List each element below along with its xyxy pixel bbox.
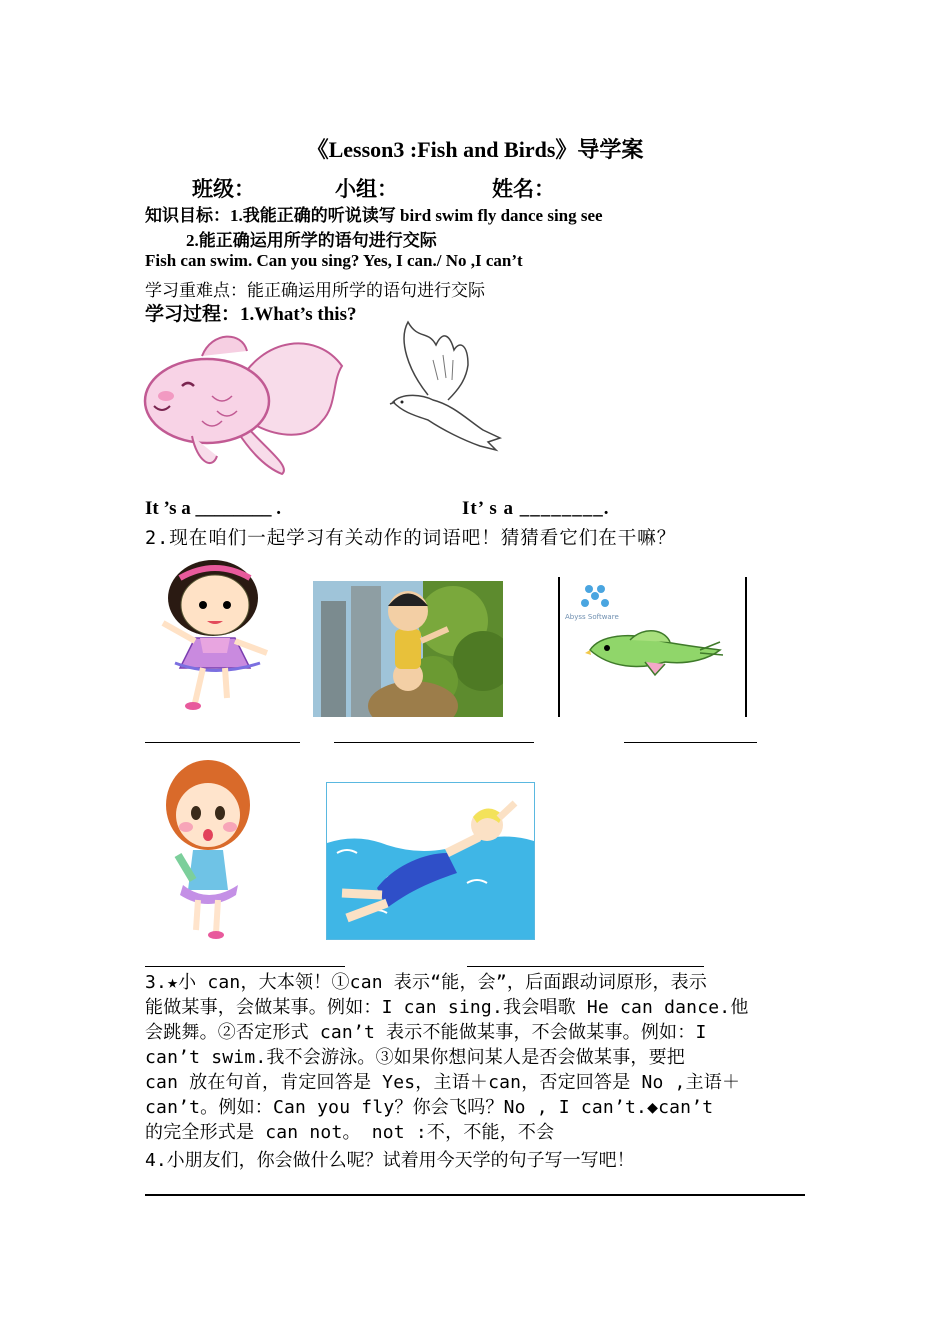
fill-blank-1: It ’s a ________ . xyxy=(145,498,281,519)
document-title: 《Lesson3 :Fish and Birds》导学案 xyxy=(306,137,644,162)
fish-image xyxy=(142,326,352,476)
learning-process: 学习过程：1.What’s this? xyxy=(145,304,357,325)
frame-left-border xyxy=(558,577,560,717)
group-label: 小组： xyxy=(335,177,398,201)
answer-line-see[interactable] xyxy=(334,742,534,743)
can-explanation-line: 会跳舞。②否定形式 can’t 表示不能做某事，不会做某事。例如：I xyxy=(145,1022,707,1043)
writing-answer-line[interactable] xyxy=(145,1194,805,1196)
answer-line-swim[interactable] xyxy=(467,966,704,967)
watermark-text: Abyss Software xyxy=(565,613,619,621)
answer-line-dance[interactable] xyxy=(145,742,300,743)
can-explanation-line: can 放在句首，肯定回答是 Yes，主语＋can，否定回答是 No ,主语＋ xyxy=(145,1072,741,1093)
name-label: 姓名： xyxy=(492,177,555,201)
can-explanation-line: 3.★小 can，大本领！①can 表示“能，会”，后面跟动词原形，表示 xyxy=(145,972,708,993)
question-2: 2.现在咱们一起学习有关动作的词语吧！猜猜看它们在干嘛？ xyxy=(145,528,677,549)
flying-bird-image xyxy=(585,620,725,680)
frame-right-border xyxy=(745,577,747,717)
question-4: 4.小朋友们，你会做什么呢？试着用今天学的句子写一写吧！ xyxy=(145,1150,635,1171)
answer-line-sing[interactable] xyxy=(145,966,345,967)
can-explanation-line: 的完全形式是 can not。 not :不，不能，不会 xyxy=(145,1122,555,1143)
answer-line-fly[interactable] xyxy=(624,742,757,743)
class-label: 班级： xyxy=(192,177,255,201)
target-sentences: Fish can swim. Can you sing? Yes, I can./ No ,I can’t xyxy=(145,251,523,270)
knowledge-goal-2: 2.能正确运用所学的语句进行交际 xyxy=(186,231,437,250)
watermark-logo xyxy=(575,583,615,613)
can-explanation-line: can’t swim.我不会游泳。③如果你想问某人是否会做某事，要把 xyxy=(145,1047,686,1068)
knowledge-goal-1: 知识目标：1.我能正确的听说读写 bird swim fly dance sing see xyxy=(145,206,603,225)
singing-girl-image xyxy=(158,755,258,940)
fill-blank-2: It’ s a ________. xyxy=(462,498,610,519)
can-explanation xyxy=(145,970,805,1145)
can-explanation-line: 能做某事，会做某事。例如：I can sing.我会唱歌 He can dance.他 xyxy=(145,997,749,1018)
key-points: 学习重难点：能正确运用所学的语句进行交际 xyxy=(145,281,485,300)
can-explanation-line: can’t。例如：Can you fly？你会飞吗？No , I can’t.◆can’t xyxy=(145,1097,714,1118)
dancing-girl-image xyxy=(155,553,280,713)
dove-image xyxy=(388,320,508,455)
boy-seeing-image xyxy=(313,581,503,717)
swimmer-image xyxy=(326,782,535,940)
